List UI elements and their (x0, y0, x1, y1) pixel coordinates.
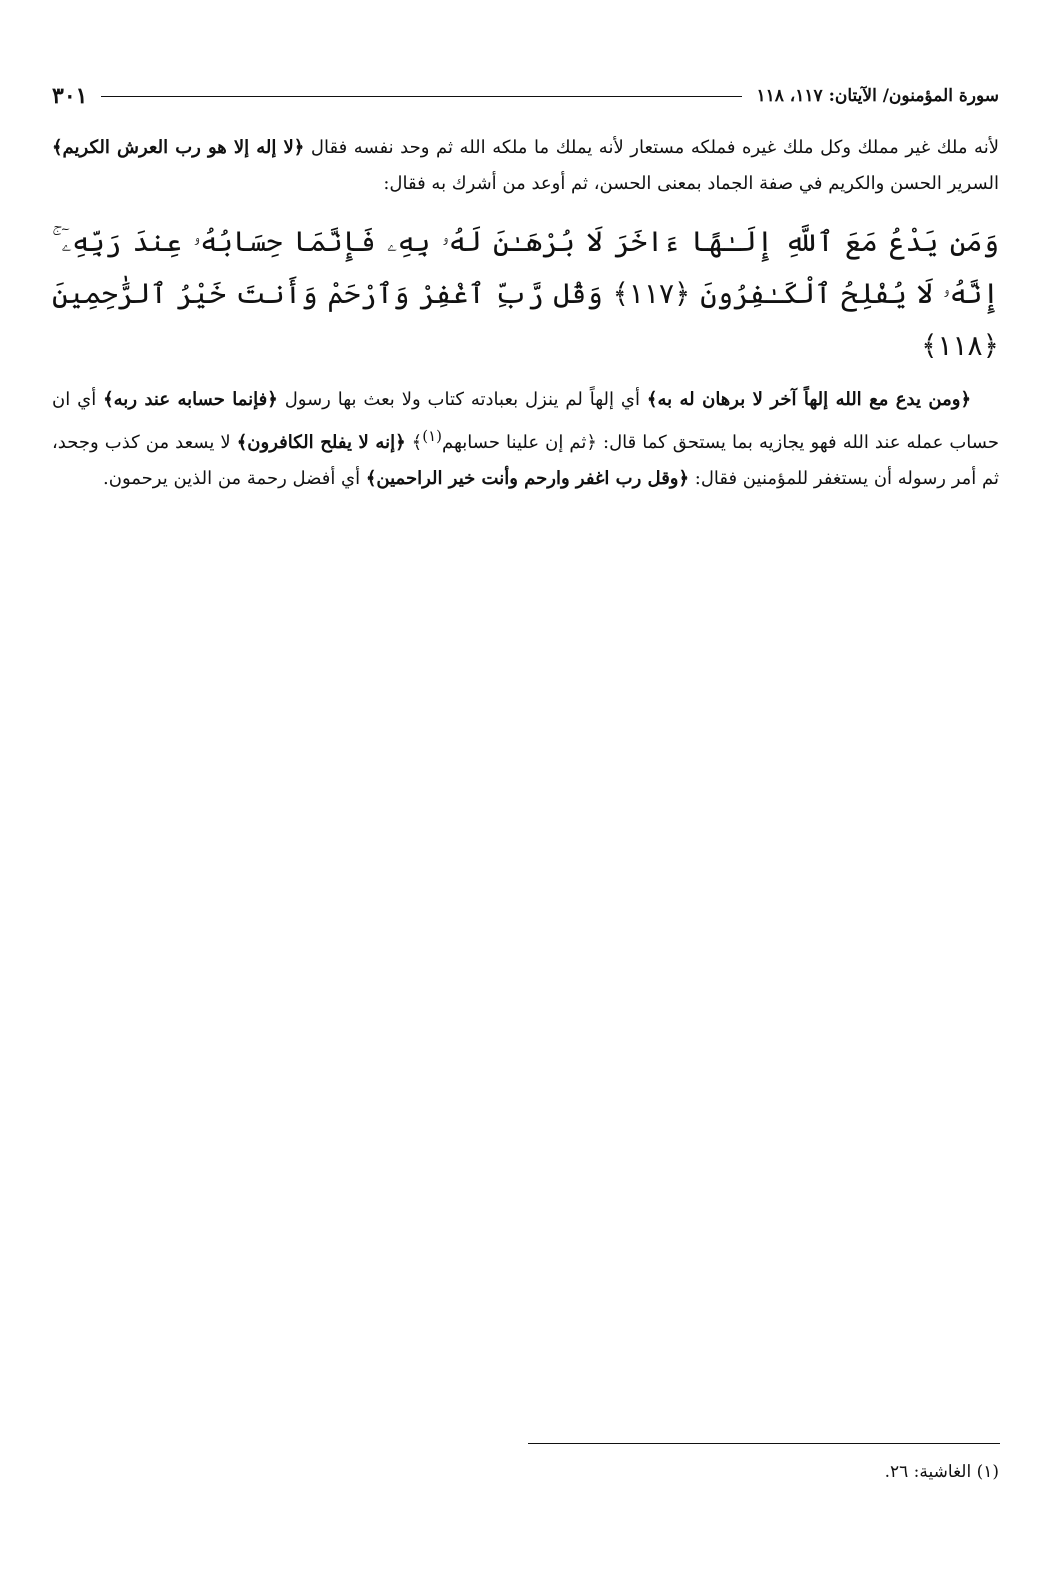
text-span: السرير الحسن والكريم في صفة الجماد بمعنى الحسن، ثم أوعد من أشرك به فقال: (383, 173, 999, 194)
text-span: أي أفضل رحمة من الذين يرحمون. (103, 468, 366, 489)
commentary-paragraph-1 (52, 130, 999, 202)
quoted-verse-bold: ﴿فإنما حسابه عند ربه﴾ (103, 389, 278, 410)
footnote: (١) الغاشية: ٢٦. (884, 1462, 999, 1482)
page-header (52, 78, 999, 114)
page-body (52, 130, 999, 497)
text-span: أي ان حساب عمله عند الله فهو يجازيه بما يستحق كما قال: ﴿ثم إن علينا حسابهم (52, 389, 999, 453)
text-span: ﴾ (405, 432, 423, 453)
footnote-reference: (١) (422, 427, 443, 445)
header-rule (101, 96, 742, 97)
quoted-verse-bold: ﴿لا إله إلا هو رب العرش الكريم﴾ (52, 137, 305, 158)
footnote-rule (528, 1443, 1000, 1444)
quoted-verse-bold: ﴿ومن يدع مع الله إلهاً آخر لا برهان له به﴾ (646, 389, 971, 410)
page-number: ٣٠١ (52, 83, 88, 109)
text-span: لأنه ملك غير مملك وكل ملك غيره فملكه مستعار لأنه يملك ما ملكه الله ثم وحد نفسه فقال (304, 137, 999, 158)
commentary-paragraph-2 (52, 382, 999, 497)
quoted-verse-bold: ﴿وقل رب اغفر وارحم وأنت خير الراحمين﴾ (365, 468, 690, 489)
text-span: أي إلهاً لم ينزل بعبادته كتاب ولا بعث بها رسول (277, 389, 647, 410)
quran-verse-block: وَمَن يَدْعُ مَعَ ٱللَّهِ إِلَـٰهًا ءَاخَرَ لَا بُرْهَـٰنَ لَهُۥ بِهِۦ فَإِنَّمَا حِسَابُهُۥ عِندَ رَبِّهِۦٓ ۚ إِنَّهُۥ لَا يُفْلِحُ ٱلْكَـٰفِرُونَ ﴿١١٧﴾ وَقُل رَّبِّ ٱغْفِرْ وَٱرْحَمْ وَأَنتَ خَيْرُ ٱلرَّٰحِمِينَ ﴿١١٨﴾ (52, 225, 999, 362)
quoted-verse-bold: ﴿إنه لا يفلح الكافرون﴾ (236, 432, 406, 453)
running-title: سورة المؤمنون/ الآيتان: ١١٧، ١١٨ (756, 86, 999, 106)
text-span: لا يسعد من كذب وجحد، ثم أمر رسوله أن يستغفر للمؤمنين فقال: (52, 432, 999, 489)
